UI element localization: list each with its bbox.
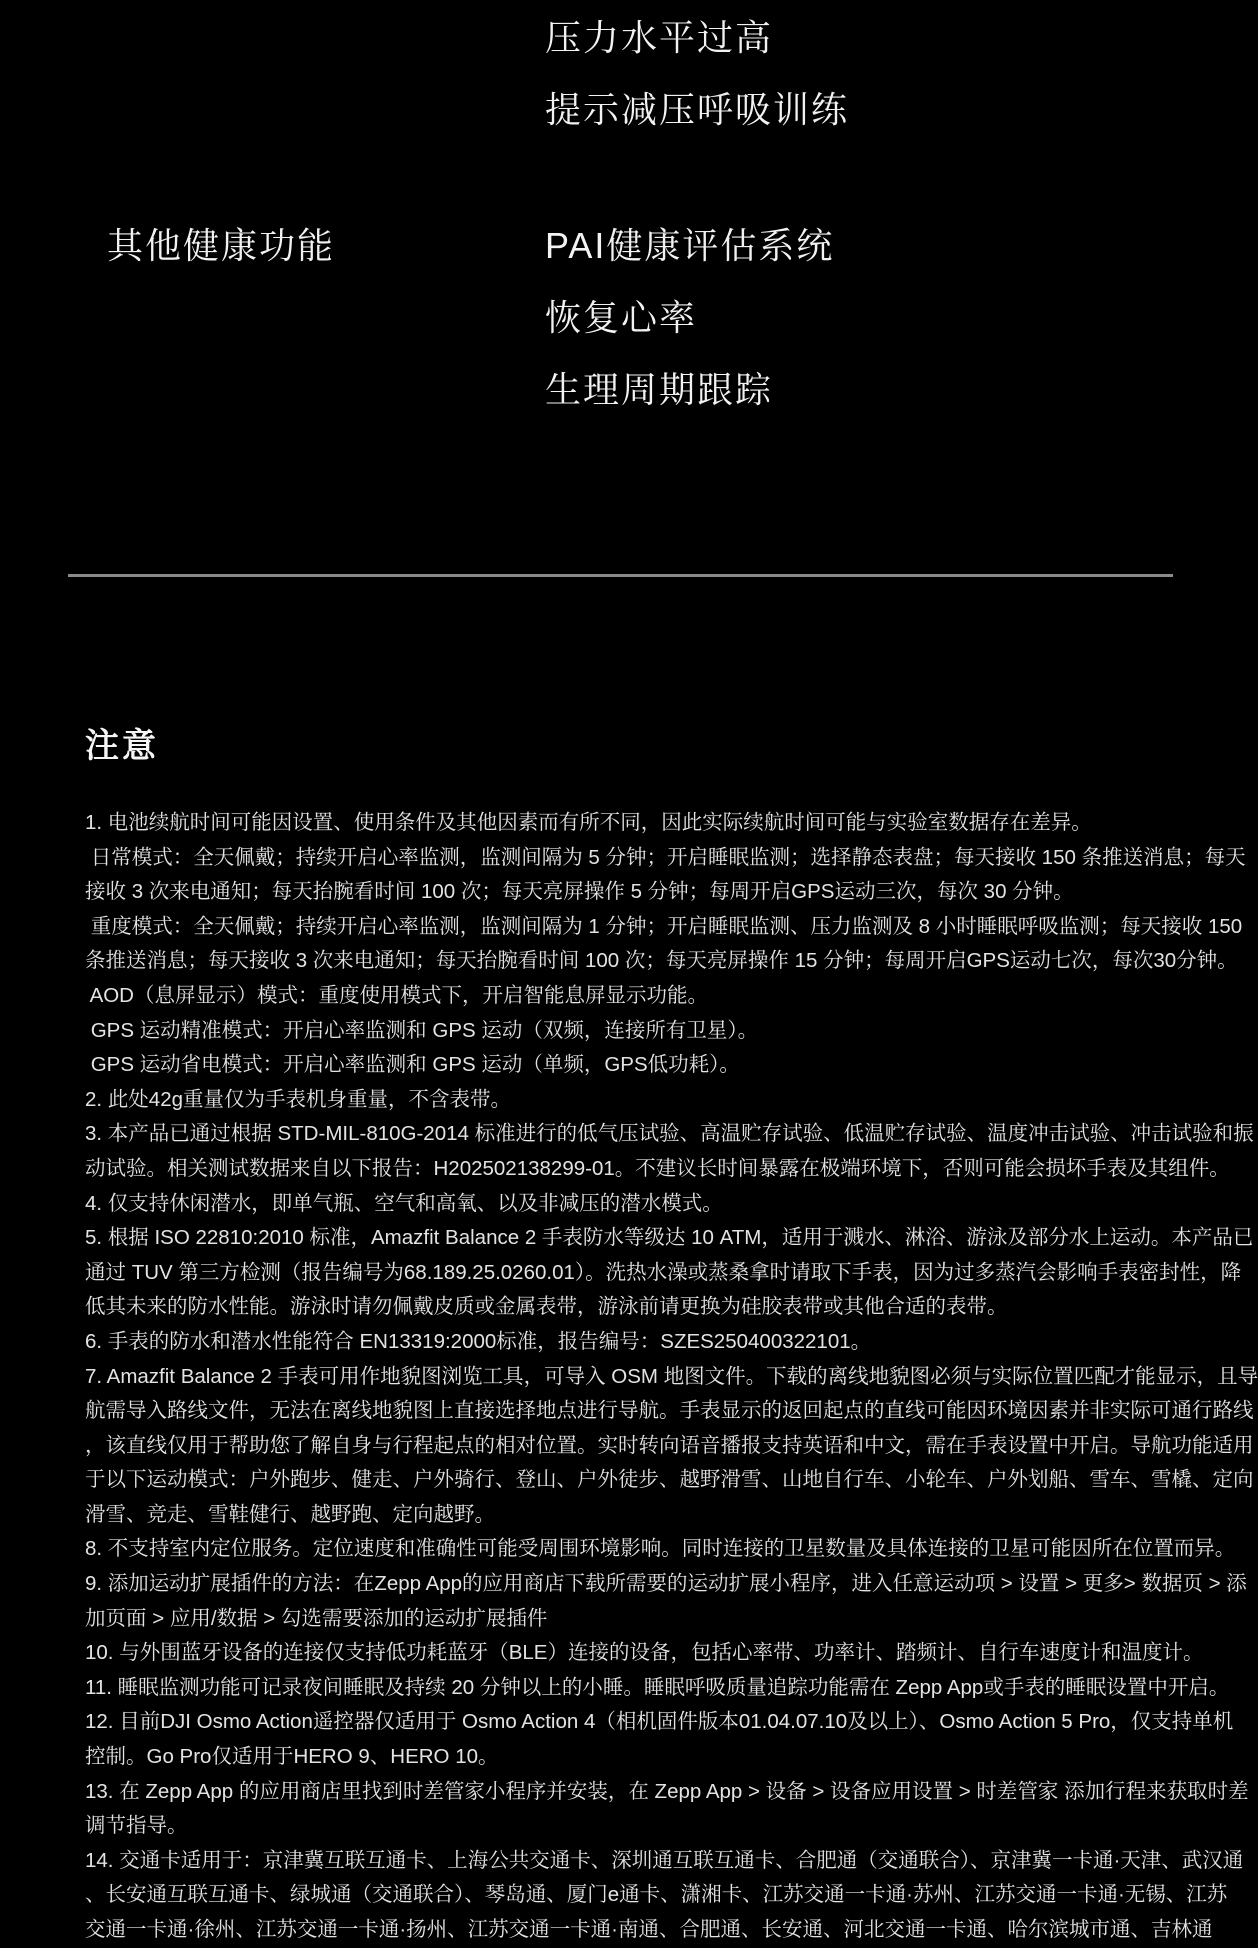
notice-line: 重度模式：全天佩戴；持续开启心率监测，监测间隔为 1 分钟；开启睡眠监测、压力监测及 8 小时睡眠呼吸监测；每天接收 150: [85, 914, 1243, 938]
spec-value: 压力水平过高: [545, 17, 774, 58]
notice-line: 2. 此处42g重量仅为手表机身重量，不含表带。: [85, 1087, 511, 1111]
notice-line: AOD（息屏显示）模式：重度使用模式下，开启智能息屏显示功能。: [85, 983, 708, 1007]
notice-line: 1. 电池续航时间可能因设置、使用条件及其他因素而有所不同，因此实际续航时间可能与实验室数据存在差异。: [85, 811, 1092, 834]
notice-line: 8. 不支持室内定位服务。定位速度和准确性可能受周围环境影响。同时连接的卫星数量及具体连接的卫星可能因所在位置而异。: [85, 1537, 1236, 1561]
spec-value: 提示减压呼吸训练: [545, 89, 850, 130]
notice-line: 通过 TUV 第三方检测（报告编号为68.189.25.0260.01）。洗热水澡或蒸桑拿时请取下手表，因为过多蒸汽会影响手表密封性，降: [85, 1260, 1242, 1284]
notice-line: 5. 根据 ISO 22810:2010 标准，Amazfit Balance 2 手表防水等级达 10 ATM，适用于溅水、淋浴、游泳及部分水上运动。本产品已: [85, 1226, 1254, 1250]
notice-line: 航需导入路线文件，无法在离线地貌图上直接选择地点进行导航。手表显示的返回起点的直线可能因环境因素并非实际可通行路线: [85, 1399, 1254, 1423]
notice-line: 7. Amazfit Balance 2 手表可用作地貌图浏览工具，可导入 OSM 地图文件。下载的离线地貌图必须与实际位置匹配才能显示，且导: [85, 1364, 1258, 1388]
notice-line: 3. 本产品已通过根据 STD-MIL-810G-2014 标准进行的低气压试验、高温贮存试验、低温贮存试验、温度冲击试验、冲击试验和振: [85, 1122, 1254, 1146]
section-divider: [68, 574, 1173, 577]
notice-line: 控制。Go Pro仅适用于HERO 9、HERO 10。: [85, 1745, 499, 1769]
notice-line: 日常模式：全天佩戴；持续开启心率监测，监测间隔为 5 分钟；开启睡眠监测；选择静态表盘；每天接收 150 条推送消息；每天: [85, 845, 1246, 869]
notice-line: 调节指导。: [85, 1814, 188, 1838]
spec-value: PAI健康评估系统: [545, 225, 835, 266]
spec-value: 生理周期跟踪: [545, 369, 774, 410]
notice-notes-list: [85, 806, 1258, 1948]
notice-line: 14. 交通卡适用于：京津冀互联互通卡、上海公共交通卡、深圳通互联互通卡、合肥通（交通联合）、京津冀一卡通·天津、武汉通: [85, 1848, 1244, 1872]
notice-line: 6. 手表的防水和潜水性能符合 EN13319:2000标准，报告编号：SZES250400322101。: [85, 1329, 872, 1353]
notice-line: 条推送消息；每天接收 3 次来电通知；每天抬腕看时间 100 次；每天亮屏操作 15 分钟；每周开启GPS运动七次，每次30分钟。: [85, 949, 1238, 973]
notice-line: 于以下运动模式：户外跑步、健走、户外骑行、登山、户外徒步、越野滑雪、山地自行车、小轮车、户外划船、雪车、雪橇、定向: [85, 1468, 1254, 1492]
spec-value: 恢复心率: [545, 297, 698, 338]
notice-line: 11. 睡眠监测功能可记录夜间睡眠及持续 20 分钟以上的小睡。睡眠呼吸质量追踪功能需在 Zepp App或手表的睡眠设置中开启。: [85, 1675, 1230, 1699]
notice-line: 、长安通互联互通卡、绿城通（交通联合）、琴岛通、厦门e通卡、潇湘卡、江苏交通一卡通·苏州、江苏交通一卡通·无锡、江苏: [85, 1883, 1228, 1907]
notice-line: 10. 与外围蓝牙设备的连接仅支持低功耗蓝牙（BLE）连接的设备，包括心率带、功率计、踏频计、自行车速度计和温度计。: [85, 1641, 1204, 1665]
notice-line: 滑雪、竞走、雪鞋健行、越野跑、定向越野。: [85, 1502, 495, 1526]
notice-line: 接收 3 次来电通知；每天抬腕看时间 100 次；每天亮屏操作 5 分钟；每周开启GPS运动三次，每次 30 分钟。: [85, 880, 1074, 904]
notice-line: 交通一卡通·徐州、江苏交通一卡通·扬州、江苏交通一卡通·南通、合肥通、长安通、河北交通一卡通、哈尔滨城市通、吉林通: [85, 1918, 1213, 1941]
notice-heading: 注意: [85, 727, 159, 765]
notice-line: GPS 运动精准模式：开启心率监测和 GPS 运动（双频，连接所有卫星）。: [85, 1018, 759, 1042]
notice-line: GPS 运动省电模式：开启心率监测和 GPS 运动（单频，GPS低功耗）。: [85, 1053, 740, 1077]
notice-line: 加页面 > 应用/数据 > 勾选需要添加的运动扩展插件: [85, 1606, 548, 1630]
notice-line: ，该直线仅用于帮助您了解自身与行程起点的相对位置。实时转向语音播报支持英语和中文，需在手表设置中开启。导航功能适用: [85, 1433, 1254, 1457]
notice-line: 低其未来的防水性能。游泳时请勿佩戴皮质或金属表带，游泳前请更换为硅胶表带或其他合适的表带。: [85, 1295, 1008, 1319]
notice-line: 13. 在 Zepp App 的应用商店里找到时差管家小程序并安装，在 Zepp App > 设备 > 设备应用设置 > 时差管家 添加行程来获取时差: [85, 1779, 1249, 1803]
notice-line: 12. 目前DJI Osmo Action遥控器仅适用于 Osmo Action 4（相机固件版本01.04.07.10及以上）、Osmo Action 5 Pro，仅支持单机: [85, 1710, 1234, 1734]
spec-row-label: 其他健康功能: [107, 225, 336, 266]
spec-row-values: [545, 10, 849, 154]
notice-line: 4. 仅支持休闲潜水，即单气瓶、空气和高氧、以及非减压的潜水模式。: [85, 1191, 723, 1215]
spec-row-values: [545, 218, 834, 434]
notice-line: 动试验。相关测试数据来自以下报告：H202502138299-01。不建议长时间暴露在极端环境下，否则可能会损坏手表及其组件。: [85, 1156, 1230, 1180]
notice-line: 9. 添加运动扩展插件的方法：在Zepp App的应用商店下载所需要的运动扩展小程序，进入任意运动项 > 设置 > 更多> 数据页 > 添: [85, 1572, 1247, 1596]
